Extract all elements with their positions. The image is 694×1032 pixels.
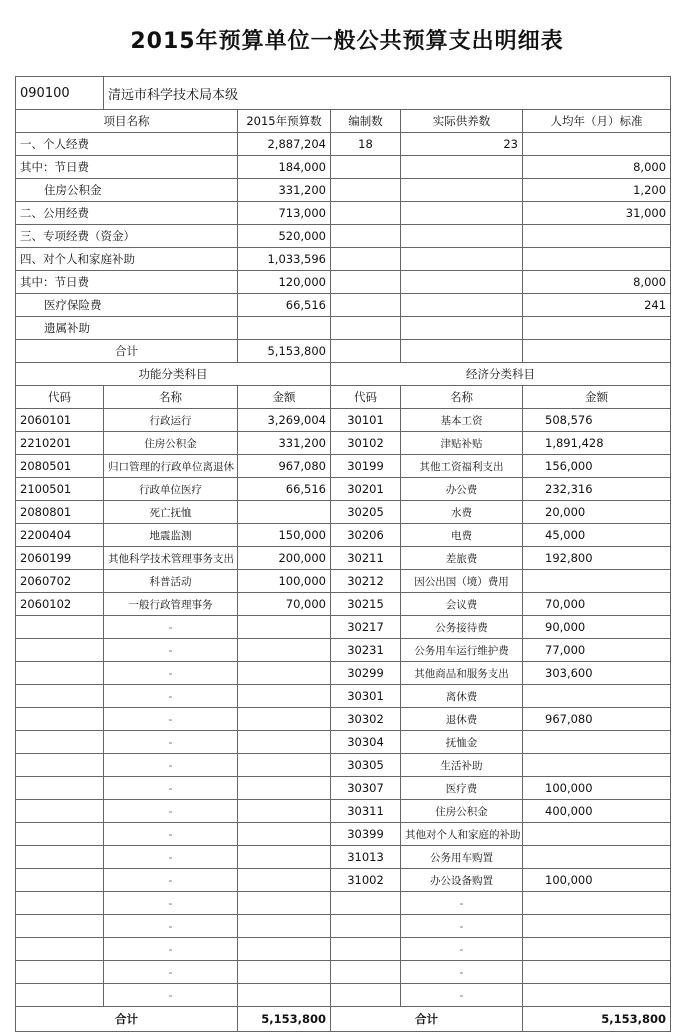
econ-code: 30305 [331,754,401,777]
func-amount [238,708,331,731]
summary-standard: 8,000 [523,271,671,294]
summary-row [16,271,671,294]
detail-row [16,731,671,754]
econ-code: 30302 [331,708,401,731]
func-code [16,869,104,892]
func-name: - [104,823,238,846]
econ-code: 30301 [331,685,401,708]
summary-standard [523,248,671,271]
summary-row [16,248,671,271]
detail-row [16,501,671,524]
econ-code: 30299 [331,662,401,685]
func-name: 其他科学技术管理事务支出 [104,547,238,570]
func-code [16,800,104,823]
func-name: - [104,708,238,731]
econ-name: - [401,961,523,984]
func-amount: 331,200 [238,432,331,455]
summary-actual [401,340,523,363]
func-amount [238,823,331,846]
summary-actual: 23 [401,133,523,156]
econ-name: - [401,984,523,1007]
econ-code: 30215 [331,593,401,616]
econ-name: 抚恤金 [401,731,523,754]
econ-name: 公务用车购置 [401,846,523,869]
summary-item-name: 二、公用经费 [16,202,238,225]
func-name: - [104,869,238,892]
econ-amount [523,938,671,961]
econ-code: 30212 [331,570,401,593]
func-amount [238,984,331,1007]
func-code [16,892,104,915]
summary-staff [331,294,401,317]
func-amount [238,938,331,961]
func-code [16,961,104,984]
func-name: - [104,731,238,754]
econ-total-label: 合计 [331,1007,523,1032]
econ-name: 生活补助 [401,754,523,777]
econ-amount [523,984,671,1007]
func-header-code: 代码 [16,386,104,409]
summary-standard [523,225,671,248]
detail-row [16,432,671,455]
econ-code [331,892,401,915]
summary-standard: 241 [523,294,671,317]
func-amount [238,846,331,869]
summary-item-name: 合计 [16,340,238,363]
func-name: - [104,777,238,800]
func-amount: 100,000 [238,570,331,593]
func-code [16,685,104,708]
func-name: - [104,915,238,938]
summary-standard [523,317,671,340]
func-name: - [104,961,238,984]
detail-row [16,478,671,501]
econ-amount: 70,000 [523,593,671,616]
func-name: 死亡抚恤 [104,501,238,524]
econ-code [331,961,401,984]
detail-row [16,685,671,708]
func-code: 2080801 [16,501,104,524]
func-amount: 967,080 [238,455,331,478]
func-name: 行政运行 [104,409,238,432]
summary-item-name: 医疗保险费 [16,294,238,317]
detail-row [16,616,671,639]
econ-amount: 100,000 [523,777,671,800]
summary-row [16,202,671,225]
summary-budget: 1,033,596 [238,248,331,271]
summary-actual [401,156,523,179]
header-item-name: 项目名称 [16,110,238,133]
summary-actual [401,294,523,317]
func-name: - [104,984,238,1007]
detail-row [16,593,671,616]
econ-name: 其他对个人和家庭的补助 [401,823,523,846]
summary-staff [331,202,401,225]
summary-staff [331,271,401,294]
econ-amount: 303,600 [523,662,671,685]
econ-amount: 90,000 [523,616,671,639]
summary-budget [238,317,331,340]
budget-sheet [15,76,670,1032]
func-name: - [104,754,238,777]
summary-actual [401,179,523,202]
econ-code: 30101 [331,409,401,432]
summary-standard [523,340,671,363]
summary-row [16,294,671,317]
func-total-label: 合计 [16,1007,238,1032]
summary-staff [331,156,401,179]
summary-item-name: 三、专项经费（资金） [16,225,238,248]
func-amount: 66,516 [238,478,331,501]
func-name: 地震监测 [104,524,238,547]
summary-item-name: 其中：节日费 [16,156,238,179]
econ-amount [523,961,671,984]
summary-row [16,340,671,363]
func-amount [238,800,331,823]
func-name: - [104,938,238,961]
summary-item-name: 其中：节日费 [16,271,238,294]
func-code [16,708,104,731]
summary-item-name: 住房公积金 [16,179,238,202]
econ-code: 30399 [331,823,401,846]
func-name: - [104,846,238,869]
econ-name: 退休费 [401,708,523,731]
func-amount [238,616,331,639]
econ-code: 31002 [331,869,401,892]
func-code [16,731,104,754]
econ-name: 津贴补贴 [401,432,523,455]
func-amount [238,961,331,984]
header-standard: 人均年（月）标准 [523,110,671,133]
econ-total-amount: 5,153,800 [523,1007,671,1032]
summary-actual [401,225,523,248]
econ-amount: 45,000 [523,524,671,547]
econ-code: 30102 [331,432,401,455]
econ-amount [523,570,671,593]
econ-amount [523,754,671,777]
func-amount [238,754,331,777]
summary-staff: 18 [331,133,401,156]
summary-row [16,133,671,156]
summary-row [16,225,671,248]
detail-row [16,892,671,915]
detail-row [16,777,671,800]
section-title-row [16,363,671,386]
summary-actual [401,202,523,225]
unit-code: 090100 [16,77,104,110]
summary-budget: 713,000 [238,202,331,225]
detail-row [16,754,671,777]
func-amount [238,501,331,524]
summary-staff [331,179,401,202]
summary-staff [331,225,401,248]
summary-staff [331,340,401,363]
econ-amount: 156,000 [523,455,671,478]
page-title: 2015年预算单位一般公共预算支出明细表 [130,29,564,54]
func-code [16,846,104,869]
func-code: 2080501 [16,455,104,478]
total-row [16,1007,671,1032]
econ-name: 其他商品和服务支出 [401,662,523,685]
func-header-amount: 金额 [238,386,331,409]
econ-code [331,915,401,938]
func-name: 行政单位医疗 [104,478,238,501]
econ-code [331,938,401,961]
summary-row [16,179,671,202]
func-name: - [104,616,238,639]
econ-name: 会议费 [401,593,523,616]
func-code [16,915,104,938]
summary-staff [331,248,401,271]
func-amount [238,662,331,685]
econ-code: 30201 [331,478,401,501]
econ-code: 31013 [331,846,401,869]
summary-item-name: 一、个人经费 [16,133,238,156]
econ-name: - [401,892,523,915]
detail-row [16,915,671,938]
summary-budget: 120,000 [238,271,331,294]
func-name: - [104,685,238,708]
func-name: - [104,892,238,915]
econ-code: 30206 [331,524,401,547]
econ-name: 住房公积金 [401,800,523,823]
func-code [16,662,104,685]
econ-name: 电费 [401,524,523,547]
func-amount: 3,269,004 [238,409,331,432]
econ-name: 公务用车运行维护费 [401,639,523,662]
summary-row [16,156,671,179]
summary-budget: 2,887,204 [238,133,331,156]
econ-code: 30199 [331,455,401,478]
econ-name: 因公出国（境）费用 [401,570,523,593]
detail-row [16,869,671,892]
econ-amount [523,685,671,708]
econ-name: 差旅费 [401,547,523,570]
detail-row [16,961,671,984]
summary-budget: 5,153,800 [238,340,331,363]
summary-budget: 66,516 [238,294,331,317]
detail-row [16,938,671,961]
detail-row [16,409,671,432]
func-amount [238,685,331,708]
econ-code: 30311 [331,800,401,823]
summary-header-row [16,110,671,133]
econ-amount [523,915,671,938]
detail-row [16,708,671,731]
econ-name: 离休费 [401,685,523,708]
func-amount: 70,000 [238,593,331,616]
summary-actual [401,317,523,340]
detail-row [16,547,671,570]
func-code [16,938,104,961]
func-code: 2210201 [16,432,104,455]
detail-row [16,800,671,823]
econ-amount: 20,000 [523,501,671,524]
summary-standard: 1,200 [523,179,671,202]
func-name: - [104,800,238,823]
detail-row [16,524,671,547]
header-actual: 实际供养数 [401,110,523,133]
econ-code: 30205 [331,501,401,524]
func-code: 2100501 [16,478,104,501]
summary-row [16,317,671,340]
summary-budget: 184,000 [238,156,331,179]
budget-table [15,76,671,1032]
summary-actual [401,271,523,294]
summary-budget: 331,200 [238,179,331,202]
func-amount: 150,000 [238,524,331,547]
func-name: 归口管理的行政单位离退休 [104,455,238,478]
func-code: 2060102 [16,593,104,616]
func-code [16,984,104,1007]
header-staff: 编制数 [331,110,401,133]
econ-amount: 400,000 [523,800,671,823]
summary-item-name: 遗属补助 [16,317,238,340]
detail-row [16,823,671,846]
func-name: - [104,662,238,685]
func-code [16,777,104,800]
summary-standard [523,133,671,156]
unit-name: 清远市科学技术局本级 [104,77,671,110]
detail-header-row [16,386,671,409]
econ-code: 30307 [331,777,401,800]
summary-standard: 31,000 [523,202,671,225]
func-amount [238,777,331,800]
func-amount [238,869,331,892]
detail-row [16,984,671,1007]
header-budget: 2015年预算数 [238,110,331,133]
econ-amount: 508,576 [523,409,671,432]
econ-amount: 232,316 [523,478,671,501]
econ-name: 基本工资 [401,409,523,432]
econ-code [331,984,401,1007]
econ-name: 办公费 [401,478,523,501]
func-code [16,616,104,639]
func-name: 一般行政管理事务 [104,593,238,616]
func-total-amount: 5,153,800 [238,1007,331,1032]
detail-row [16,639,671,662]
func-code: 2200404 [16,524,104,547]
econ-amount: 192,800 [523,547,671,570]
econ-name: - [401,938,523,961]
func-name: - [104,639,238,662]
econ-code: 30231 [331,639,401,662]
detail-row [16,662,671,685]
func-name: 科普活动 [104,570,238,593]
func-code [16,754,104,777]
func-code: 2060101 [16,409,104,432]
func-section-title: 功能分类科目 [16,363,331,386]
summary-actual [401,248,523,271]
econ-amount: 77,000 [523,639,671,662]
func-name: 住房公积金 [104,432,238,455]
func-code [16,639,104,662]
econ-code: 30211 [331,547,401,570]
summary-standard: 8,000 [523,156,671,179]
econ-name: - [401,915,523,938]
summary-staff [331,317,401,340]
econ-name: 其他工资福利支出 [401,455,523,478]
econ-header-amount: 金额 [523,386,671,409]
econ-header-name: 名称 [401,386,523,409]
func-header-name: 名称 [104,386,238,409]
econ-header-code: 代码 [331,386,401,409]
unit-row [16,77,671,110]
econ-amount [523,892,671,915]
econ-amount: 100,000 [523,869,671,892]
econ-name: 公务接待费 [401,616,523,639]
detail-row [16,846,671,869]
func-amount [238,892,331,915]
econ-code: 30217 [331,616,401,639]
econ-amount [523,731,671,754]
func-code: 2060702 [16,570,104,593]
func-amount [238,731,331,754]
econ-amount [523,823,671,846]
econ-name: 医疗费 [401,777,523,800]
func-code [16,823,104,846]
detail-row [16,455,671,478]
econ-amount: 1,891,428 [523,432,671,455]
func-amount: 200,000 [238,547,331,570]
summary-item-name: 四、对个人和家庭补助 [16,248,238,271]
econ-amount: 967,080 [523,708,671,731]
summary-budget: 520,000 [238,225,331,248]
func-amount [238,639,331,662]
econ-code: 30304 [331,731,401,754]
econ-section-title: 经济分类科目 [331,363,671,386]
func-amount [238,915,331,938]
econ-amount [523,846,671,869]
econ-name: 办公设备购置 [401,869,523,892]
econ-name: 水费 [401,501,523,524]
detail-row [16,570,671,593]
func-code: 2060199 [16,547,104,570]
